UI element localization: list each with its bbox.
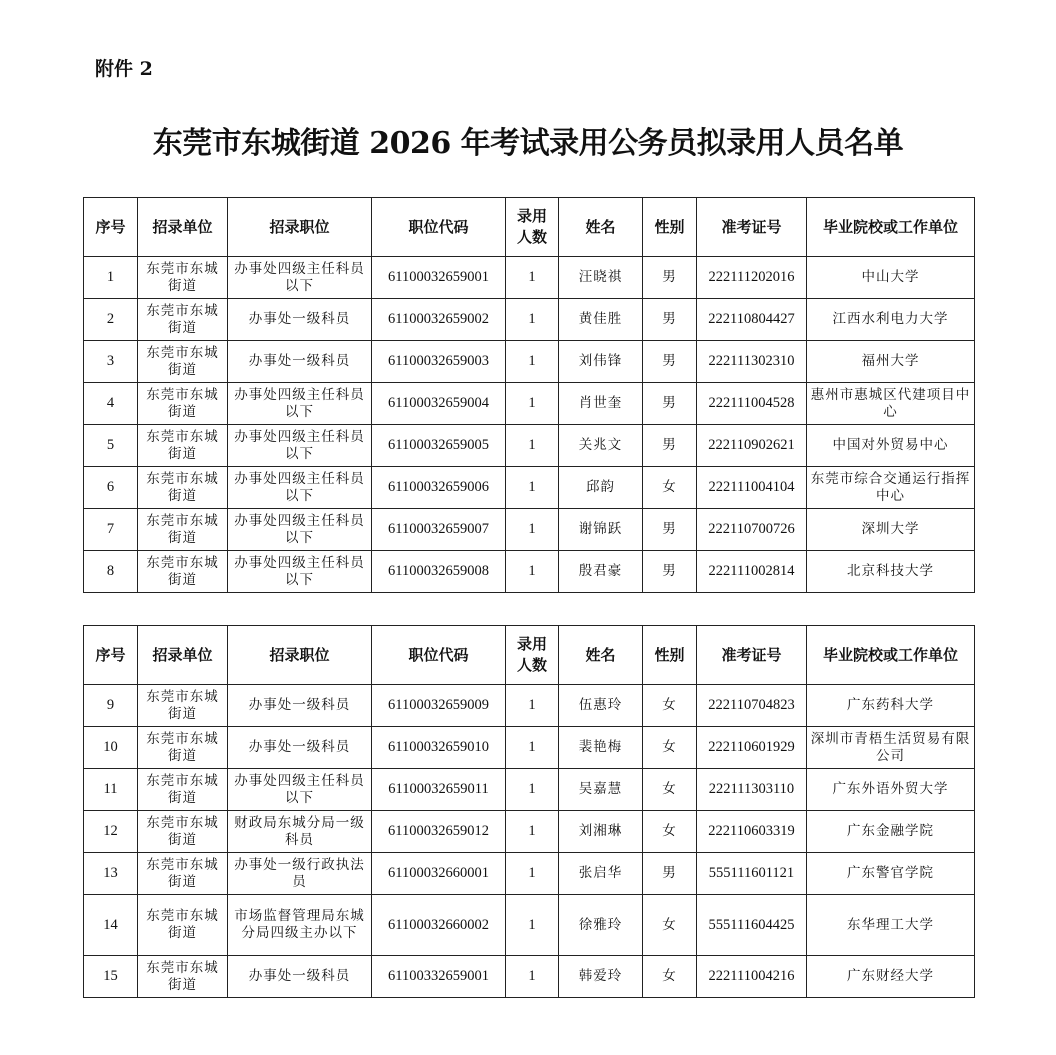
header-school: 毕业院校或工作单位	[807, 626, 975, 685]
candidate-name: 刘伟锋	[559, 341, 643, 383]
table-row	[84, 299, 975, 341]
gender: 男	[643, 341, 697, 383]
gender: 男	[643, 299, 697, 341]
table-row	[84, 895, 975, 956]
position-title: 办事处一级科员	[228, 956, 372, 998]
row-number: 14	[84, 895, 138, 956]
school-or-employer: 江西水利电力大学	[807, 299, 975, 341]
table-row	[84, 956, 975, 998]
table-row	[84, 509, 975, 551]
row-number: 6	[84, 467, 138, 509]
exam-id: 222110704823	[697, 685, 807, 727]
exam-id: 222110700726	[697, 509, 807, 551]
school-or-employer: 惠州市惠城区代建项目中心	[807, 383, 975, 425]
school-or-employer: 东莞市综合交通运行指挥中心	[807, 467, 975, 509]
position-title: 市场监督管理局东城分局四级主办以下	[228, 895, 372, 956]
hire-count: 1	[506, 299, 559, 341]
recruiting-unit: 东莞市东城街道	[138, 769, 228, 811]
gender: 男	[643, 551, 697, 593]
exam-id: 222110601929	[697, 727, 807, 769]
row-number: 11	[84, 769, 138, 811]
header-gender: 性别	[643, 198, 697, 257]
header-no: 序号	[84, 198, 138, 257]
candidate-name: 韩爱玲	[559, 956, 643, 998]
table-row	[84, 727, 975, 769]
candidate-name: 张启华	[559, 853, 643, 895]
school-or-employer: 广东药科大学	[807, 685, 975, 727]
position-code: 61100032659005	[372, 425, 506, 467]
header-row	[84, 626, 975, 685]
exam-id: 222111004216	[697, 956, 807, 998]
table-body	[84, 685, 975, 998]
row-number: 12	[84, 811, 138, 853]
position-code: 61100032659009	[372, 685, 506, 727]
exam-id: 222111202016	[697, 257, 807, 299]
table-row	[84, 425, 975, 467]
hire-count: 1	[506, 257, 559, 299]
recruiting-unit: 东莞市东城街道	[138, 811, 228, 853]
table-row	[84, 769, 975, 811]
recruiting-unit: 东莞市东城街道	[138, 257, 228, 299]
school-or-employer: 广东金融学院	[807, 811, 975, 853]
position-title: 办事处四级主任科员以下	[228, 551, 372, 593]
hire-count: 1	[506, 509, 559, 551]
gender: 女	[643, 467, 697, 509]
roster-table-page-2	[83, 625, 975, 998]
hire-count: 1	[506, 383, 559, 425]
header-unit: 招录单位	[138, 198, 228, 257]
header-gender: 性别	[643, 626, 697, 685]
table-row	[84, 383, 975, 425]
recruiting-unit: 东莞市东城街道	[138, 685, 228, 727]
position-title: 办事处四级主任科员以下	[228, 257, 372, 299]
table-row	[84, 467, 975, 509]
candidate-name: 裴艳梅	[559, 727, 643, 769]
gender: 女	[643, 685, 697, 727]
header-position: 招录职位	[228, 198, 372, 257]
recruiting-unit: 东莞市东城街道	[138, 467, 228, 509]
table-row	[84, 551, 975, 593]
header-hires	[506, 198, 559, 257]
header-hires-line-1: 录用	[516, 635, 547, 653]
hire-count: 1	[506, 895, 559, 956]
position-code: 61100032659012	[372, 811, 506, 853]
gender: 男	[643, 257, 697, 299]
hire-count: 1	[506, 956, 559, 998]
recruiting-unit: 东莞市东城街道	[138, 299, 228, 341]
hire-count: 1	[506, 811, 559, 853]
header-no: 序号	[84, 626, 138, 685]
position-code: 61100032659001	[372, 257, 506, 299]
position-code: 61100032660001	[372, 853, 506, 895]
gender: 男	[643, 853, 697, 895]
position-title: 办事处一级科员	[228, 341, 372, 383]
recruiting-unit: 东莞市东城街道	[138, 425, 228, 467]
header-name: 姓名	[559, 198, 643, 257]
row-number: 2	[84, 299, 138, 341]
candidate-name: 肖世奎	[559, 383, 643, 425]
exam-id: 222111302310	[697, 341, 807, 383]
exam-id: 222111303110	[697, 769, 807, 811]
row-number: 3	[84, 341, 138, 383]
recruiting-unit: 东莞市东城街道	[138, 551, 228, 593]
table-row	[84, 811, 975, 853]
position-code: 61100332659001	[372, 956, 506, 998]
row-number: 13	[84, 853, 138, 895]
attachment-label: 附件 2	[95, 58, 153, 80]
header-position: 招录职位	[228, 626, 372, 685]
candidate-name: 邱韵	[559, 467, 643, 509]
hire-count: 1	[506, 769, 559, 811]
position-code: 61100032659008	[372, 551, 506, 593]
school-or-employer: 中国对外贸易中心	[807, 425, 975, 467]
school-or-employer: 深圳市青梧生活贸易有限公司	[807, 727, 975, 769]
row-number: 10	[84, 727, 138, 769]
position-title: 办事处一级科员	[228, 685, 372, 727]
gender: 男	[643, 509, 697, 551]
candidate-name: 黄佳胜	[559, 299, 643, 341]
table-row	[84, 685, 975, 727]
header-code: 职位代码	[372, 198, 506, 257]
row-number: 4	[84, 383, 138, 425]
page-title: 东莞市东城街道 2026 年考试录用公务员拟录用人员名单	[152, 126, 904, 161]
header-unit: 招录单位	[138, 626, 228, 685]
candidate-name: 殷君豪	[559, 551, 643, 593]
school-or-employer: 广东外语外贸大学	[807, 769, 975, 811]
position-title: 办事处一级科员	[228, 299, 372, 341]
school-or-employer: 广东警官学院	[807, 853, 975, 895]
table-row	[84, 341, 975, 383]
gender: 女	[643, 727, 697, 769]
row-number: 8	[84, 551, 138, 593]
exam-id: 222111004104	[697, 467, 807, 509]
position-code: 61100032659010	[372, 727, 506, 769]
position-title: 财政局东城分局一级科员	[228, 811, 372, 853]
recruiting-unit: 东莞市东城街道	[138, 956, 228, 998]
header-row	[84, 198, 975, 257]
recruiting-unit: 东莞市东城街道	[138, 895, 228, 956]
position-code: 61100032659002	[372, 299, 506, 341]
school-or-employer: 中山大学	[807, 257, 975, 299]
hire-count: 1	[506, 685, 559, 727]
header-hires-line-2: 人数	[516, 656, 547, 674]
header-name: 姓名	[559, 626, 643, 685]
recruiting-unit: 东莞市东城街道	[138, 341, 228, 383]
recruiting-unit: 东莞市东城街道	[138, 853, 228, 895]
candidate-name: 吴嘉慧	[559, 769, 643, 811]
header-exam-id: 准考证号	[697, 198, 807, 257]
exam-id: 555111601121	[697, 853, 807, 895]
hire-count: 1	[506, 551, 559, 593]
school-or-employer: 北京科技大学	[807, 551, 975, 593]
hire-count: 1	[506, 425, 559, 467]
hire-count: 1	[506, 727, 559, 769]
candidate-name: 刘湘琳	[559, 811, 643, 853]
header-hires-line-1: 录用	[516, 207, 547, 225]
candidate-name: 伍惠玲	[559, 685, 643, 727]
position-code: 61100032659003	[372, 341, 506, 383]
exam-id: 222110603319	[697, 811, 807, 853]
position-title: 办事处一级科员	[228, 727, 372, 769]
exam-id: 555111604425	[697, 895, 807, 956]
recruiting-unit: 东莞市东城街道	[138, 727, 228, 769]
row-number: 1	[84, 257, 138, 299]
position-title: 办事处四级主任科员以下	[228, 769, 372, 811]
gender: 男	[643, 425, 697, 467]
exam-id: 222111004528	[697, 383, 807, 425]
position-title: 办事处四级主任科员以下	[228, 383, 372, 425]
exam-id: 222110902621	[697, 425, 807, 467]
hire-count: 1	[506, 853, 559, 895]
gender: 女	[643, 956, 697, 998]
candidate-name: 谢锦跃	[559, 509, 643, 551]
gender: 女	[643, 769, 697, 811]
position-title: 办事处四级主任科员以下	[228, 509, 372, 551]
table-row	[84, 257, 975, 299]
gender: 女	[643, 811, 697, 853]
header-code: 职位代码	[372, 626, 506, 685]
hire-count: 1	[506, 467, 559, 509]
header-hires-line-2: 人数	[516, 228, 547, 246]
header-school: 毕业院校或工作单位	[807, 198, 975, 257]
position-code: 61100032660002	[372, 895, 506, 956]
candidate-name: 关兆文	[559, 425, 643, 467]
school-or-employer: 深圳大学	[807, 509, 975, 551]
school-or-employer: 广东财经大学	[807, 956, 975, 998]
header-exam-id: 准考证号	[697, 626, 807, 685]
school-or-employer: 福州大学	[807, 341, 975, 383]
position-code: 61100032659011	[372, 769, 506, 811]
position-code: 61100032659004	[372, 383, 506, 425]
candidate-name: 徐雅玲	[559, 895, 643, 956]
row-number: 9	[84, 685, 138, 727]
hire-count: 1	[506, 341, 559, 383]
exam-id: 222111002814	[697, 551, 807, 593]
position-title: 办事处四级主任科员以下	[228, 467, 372, 509]
recruiting-unit: 东莞市东城街道	[138, 509, 228, 551]
position-code: 61100032659006	[372, 467, 506, 509]
header-hires	[506, 626, 559, 685]
gender: 女	[643, 895, 697, 956]
position-title: 办事处四级主任科员以下	[228, 425, 372, 467]
row-number: 15	[84, 956, 138, 998]
row-number: 5	[84, 425, 138, 467]
position-title: 办事处一级行政执法员	[228, 853, 372, 895]
roster-table-page-1	[83, 197, 975, 593]
position-code: 61100032659007	[372, 509, 506, 551]
candidate-name: 汪晓祺	[559, 257, 643, 299]
gender: 男	[643, 383, 697, 425]
exam-id: 222110804427	[697, 299, 807, 341]
school-or-employer: 东华理工大学	[807, 895, 975, 956]
row-number: 7	[84, 509, 138, 551]
table-body	[84, 257, 975, 593]
recruiting-unit: 东莞市东城街道	[138, 383, 228, 425]
table-row	[84, 853, 975, 895]
